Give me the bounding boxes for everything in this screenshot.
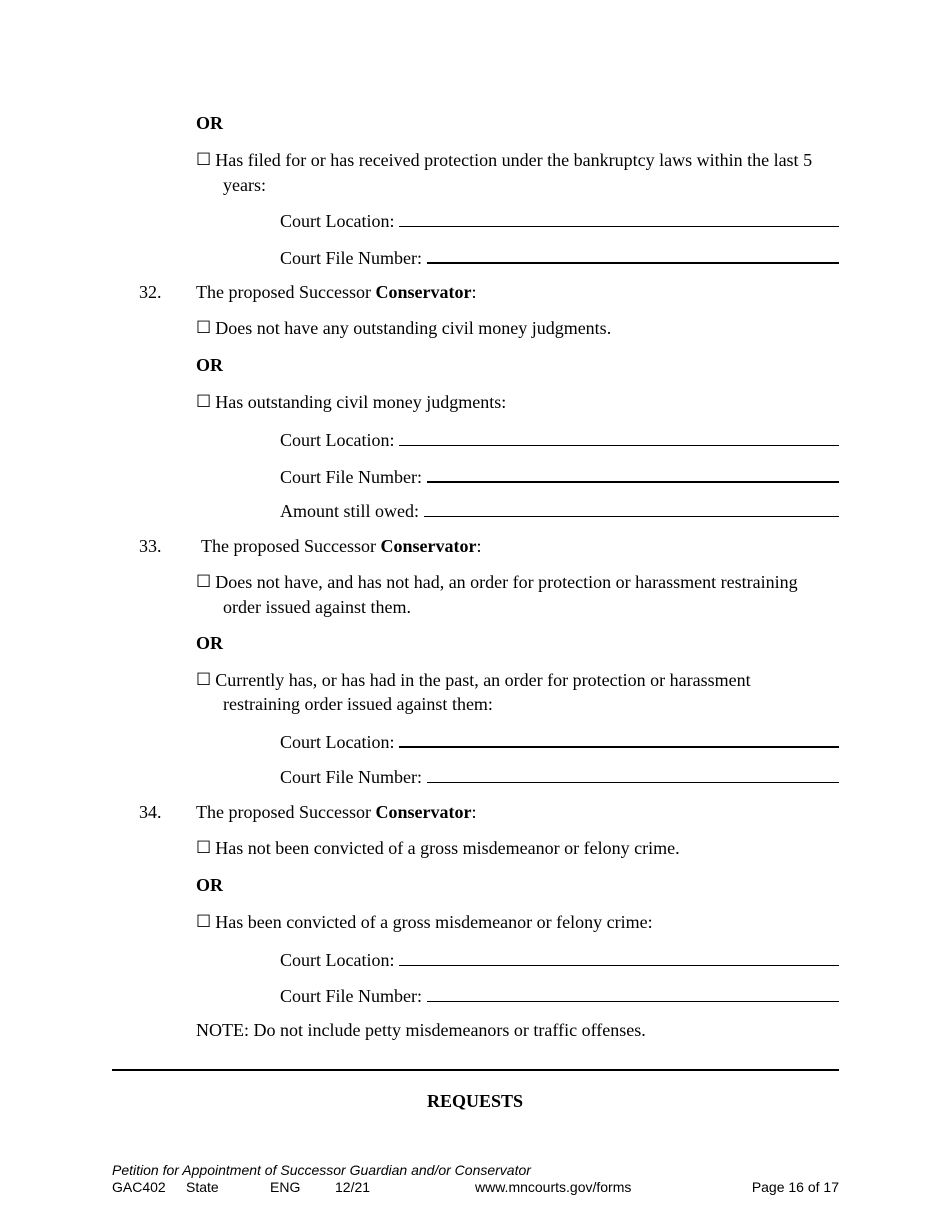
q33-option-no-order: [196, 570, 798, 595]
or-connector: OR: [196, 875, 223, 895]
footer-website[interactable]: www.mncourts.gov/forms: [475, 1179, 632, 1195]
option-text: Currently has, or has had in the past, an order for protection or harassment: [215, 670, 751, 690]
checkbox[interactable]: ☐: [196, 912, 212, 932]
option-text-continued: years:: [223, 175, 266, 195]
court-location-field: [280, 728, 839, 754]
field-label: Court File Number:: [280, 248, 422, 268]
amount-owed-field: [280, 498, 839, 523]
section-divider: [112, 1069, 839, 1071]
court-file-number-input[interactable]: [427, 244, 839, 264]
field-label: Court File Number:: [280, 767, 422, 787]
checkbox[interactable]: ☐: [196, 392, 212, 412]
checkbox[interactable]: ☐: [196, 838, 212, 858]
court-file-number-field: [280, 463, 839, 489]
field-label: Amount still owed:: [280, 501, 419, 521]
court-location-input[interactable]: [399, 947, 839, 966]
heading-text: The proposed Successor: [196, 802, 376, 822]
court-file-number-field: [280, 983, 839, 1008]
court-file-number-field: [280, 764, 839, 789]
q32-option-no-judgments: [196, 316, 611, 341]
question-number: 34.: [139, 802, 162, 822]
option-text: Does not have any outstanding civil money judgments.: [215, 318, 612, 338]
court-file-number-input[interactable]: [427, 463, 839, 483]
footer-form-title: Petition for Appointment of Successor Guardian and/or Conservator: [112, 1162, 531, 1178]
q34-option-not-convicted: [196, 836, 680, 861]
court-location-field: [280, 427, 839, 452]
option-text-continued: restraining order issued against them:: [223, 694, 493, 714]
footer-revision: 12/21: [335, 1179, 371, 1195]
heading-bold: Conservator: [375, 802, 472, 822]
field-label: Court Location:: [280, 211, 395, 231]
field-label: Court File Number:: [280, 986, 422, 1006]
court-location-input[interactable]: [399, 728, 839, 748]
or-connector: OR: [196, 113, 223, 133]
footer-jurisdiction: State: [186, 1179, 219, 1195]
court-location-field: [280, 947, 839, 972]
option-text: Has been convicted of a gross misdemeanor or felony crime:: [215, 912, 653, 932]
heading-suffix: :: [476, 536, 482, 556]
option-text-continued: order issued against them.: [223, 597, 411, 617]
footer-page-number: Page 16 of 17: [751, 1179, 839, 1195]
q31-option-bankruptcy: [196, 148, 812, 173]
checkbox[interactable]: ☐: [196, 150, 212, 170]
court-file-number-input[interactable]: [427, 983, 839, 1002]
section-heading: REQUESTS: [426, 1091, 524, 1111]
court-file-number-input[interactable]: [427, 764, 839, 783]
field-label: Court Location:: [280, 732, 395, 752]
checkbox[interactable]: ☐: [196, 318, 212, 338]
question-number: 33.: [139, 536, 162, 556]
note-text: NOTE: Do not include petty misdemeanors or traffic offenses.: [196, 1020, 646, 1040]
heading-bold: Conservator: [375, 282, 472, 302]
question-number: 32.: [139, 282, 162, 302]
or-connector: OR: [196, 633, 223, 653]
q34-option-convicted: [196, 910, 653, 935]
field-label: Court Location:: [280, 430, 395, 450]
q32-option-has-judgments: [196, 390, 506, 415]
option-text: Does not have, and has not had, an order for protection or harassment restraining: [215, 572, 798, 592]
footer-language: ENG: [270, 1179, 301, 1195]
q34-heading: [196, 800, 476, 824]
option-text: Has not been convicted of a gross misdemeanor or felony crime.: [215, 838, 680, 858]
heading-text: The proposed Successor: [196, 282, 376, 302]
checkbox[interactable]: ☐: [196, 572, 212, 592]
field-label: Court File Number:: [280, 467, 422, 487]
field-label: Court Location:: [280, 950, 395, 970]
or-connector: OR: [196, 355, 223, 375]
footer-form-code: GAC402: [112, 1179, 166, 1195]
q33-heading: [201, 534, 481, 558]
court-file-number-field: [280, 244, 839, 270]
court-location-field: [280, 208, 839, 233]
court-location-input[interactable]: [399, 427, 839, 446]
heading-suffix: :: [471, 802, 477, 822]
q33-option-has-order: [196, 668, 751, 693]
heading-suffix: :: [471, 282, 477, 302]
checkbox[interactable]: ☐: [196, 670, 212, 690]
heading-bold: Conservator: [380, 536, 477, 556]
heading-text: The proposed Successor: [201, 536, 381, 556]
option-text: Has filed for or has received protection under the bankruptcy laws within the last 5: [215, 150, 813, 170]
amount-owed-input[interactable]: [424, 498, 839, 517]
option-text: Has outstanding civil money judgments:: [215, 392, 507, 412]
q32-heading: [196, 280, 476, 304]
court-location-input[interactable]: [399, 208, 839, 227]
